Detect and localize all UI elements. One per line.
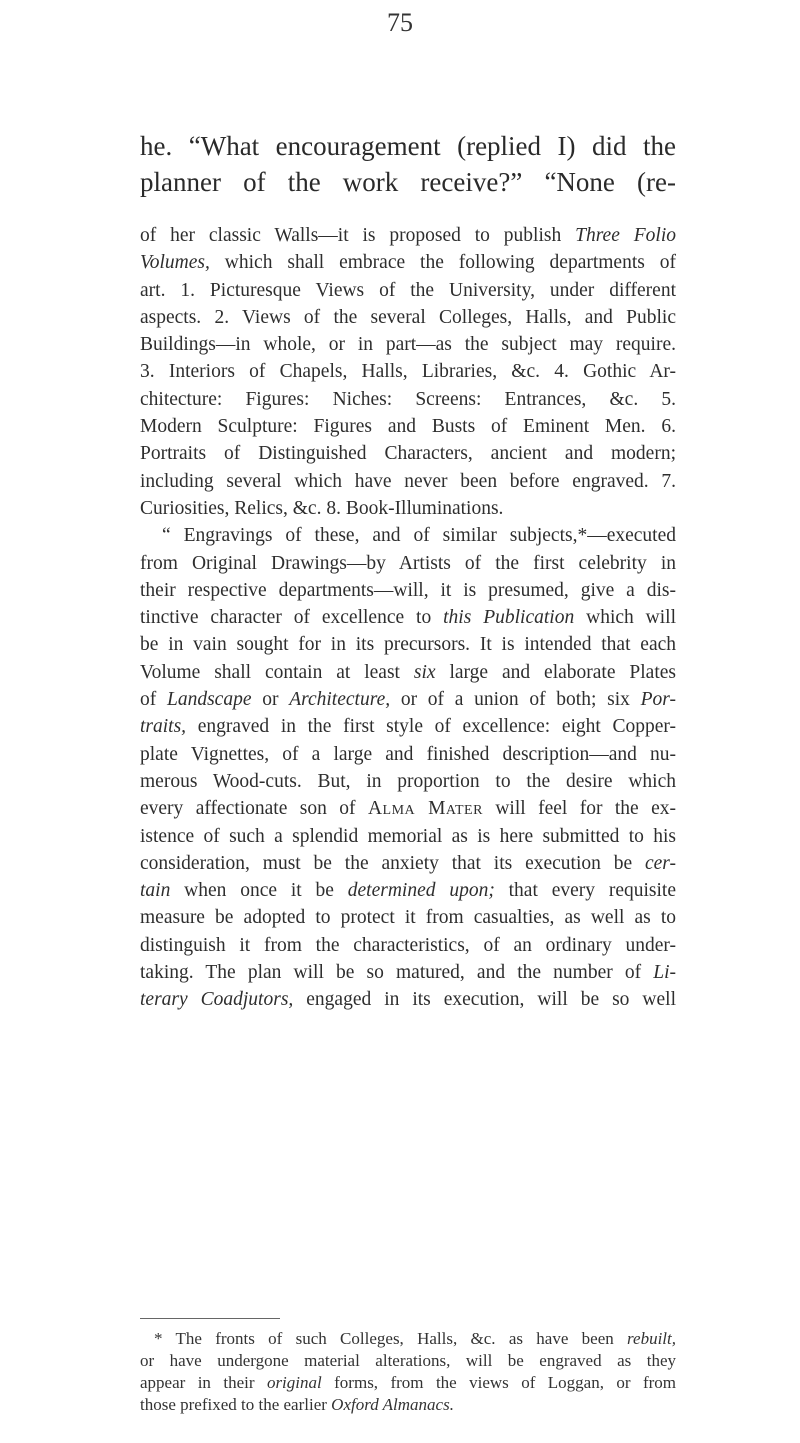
text-line: of Landscape or Architecture, or of a union of both; six Por- (140, 689, 676, 711)
text-line: Volume shall contain at least six large and elaborate Plates (140, 661, 676, 683)
text-line: istence of such a splendid memorial as is here submitted to his (140, 825, 676, 847)
text-line: distinguish it from the characteristics, of an ordinary under- (140, 934, 676, 956)
footnote (140, 1328, 676, 1416)
text-line: their respective departments—will, it is presumed, give a dis- (140, 579, 676, 601)
text-line: Volumes, which shall embrace the following departments of (140, 252, 676, 274)
heading-line-1: he. “What encouragement (replied I) did the (140, 131, 676, 161)
text-line: consideration, must be the anxiety that its execution be cer- (140, 852, 676, 874)
text-line: be in vain sought for in its precursors. It is intended that each (140, 634, 676, 656)
continued-paragraph-large (140, 128, 676, 200)
text-line: merous Wood-cuts. But, in proportion to the desire which (140, 770, 676, 792)
text-line: tinctive character of excellence to this Publication which will (140, 607, 677, 629)
text-line: Portraits of Distinguished Characters, ancient and modern; (140, 443, 676, 465)
text-line: chitecture: Figures: Niches: Screens: Entrances, &c. 5. (140, 388, 676, 410)
text-line: Buildings—in whole, or in part—as the subject may require. (140, 334, 676, 356)
text-line: taking. The plan will be so matured, and the number of Li- (140, 962, 676, 984)
page-number: 75 (387, 8, 413, 37)
footnote-divider (140, 1318, 280, 1319)
prospectus-quotation (140, 222, 676, 1014)
text-line: from Original Drawings—by Artists of the first celebrity in (140, 552, 676, 574)
text-line: Modern Sculpture: Figures and Busts of Eminent Men. 6. (140, 416, 676, 438)
text-line: art. 1. Picturesque Views of the University, under different (140, 279, 676, 301)
footnote-line: * The fronts of such Colleges, Halls, &c. as have been rebuilt, (154, 1329, 676, 1348)
heading-line-2: planner of the work receive?” “None (re- (140, 167, 676, 197)
text-line: every affectionate son of Alma Mater will feel for the ex- (140, 798, 677, 820)
text-line: including several which have never been before engraved. 7. (140, 470, 676, 492)
footnote-line: appear in their original forms, from the views of Loggan, or from (140, 1373, 676, 1392)
footnote-line: those prefixed to the earlier Oxford Almanacs. (140, 1395, 454, 1414)
text-line: plate Vignettes, of a large and finished description—and nu- (140, 743, 676, 765)
text-line: of her classic Walls—it is proposed to publish Three Folio (140, 225, 676, 246)
footnote-line: or have undergone material alterations, will be engraved as they (140, 1351, 676, 1370)
text-line: 3. Interiors of Chapels, Halls, Libraries, &c. 4. Gothic Ar- (140, 361, 676, 383)
text-line: measure be adopted to protect it from casualties, as well as to (140, 907, 676, 929)
text-line: tain when once it be determined upon; that every requisite (140, 880, 676, 902)
text-line: traits, engraved in the first style of excellence: eight Copper- (140, 716, 676, 738)
text-line: terary Coadjutors, engaged in its execution, will be so well (140, 989, 676, 1011)
text-line: Curiosities, Relics, &c. 8. Book-Illuminations. (140, 497, 504, 519)
text-line: aspects. 2. Views of the several Colleges, Halls, and Public (140, 306, 676, 328)
text-line: “ Engravings of these, and of similar subjects,*—executed (162, 525, 676, 547)
